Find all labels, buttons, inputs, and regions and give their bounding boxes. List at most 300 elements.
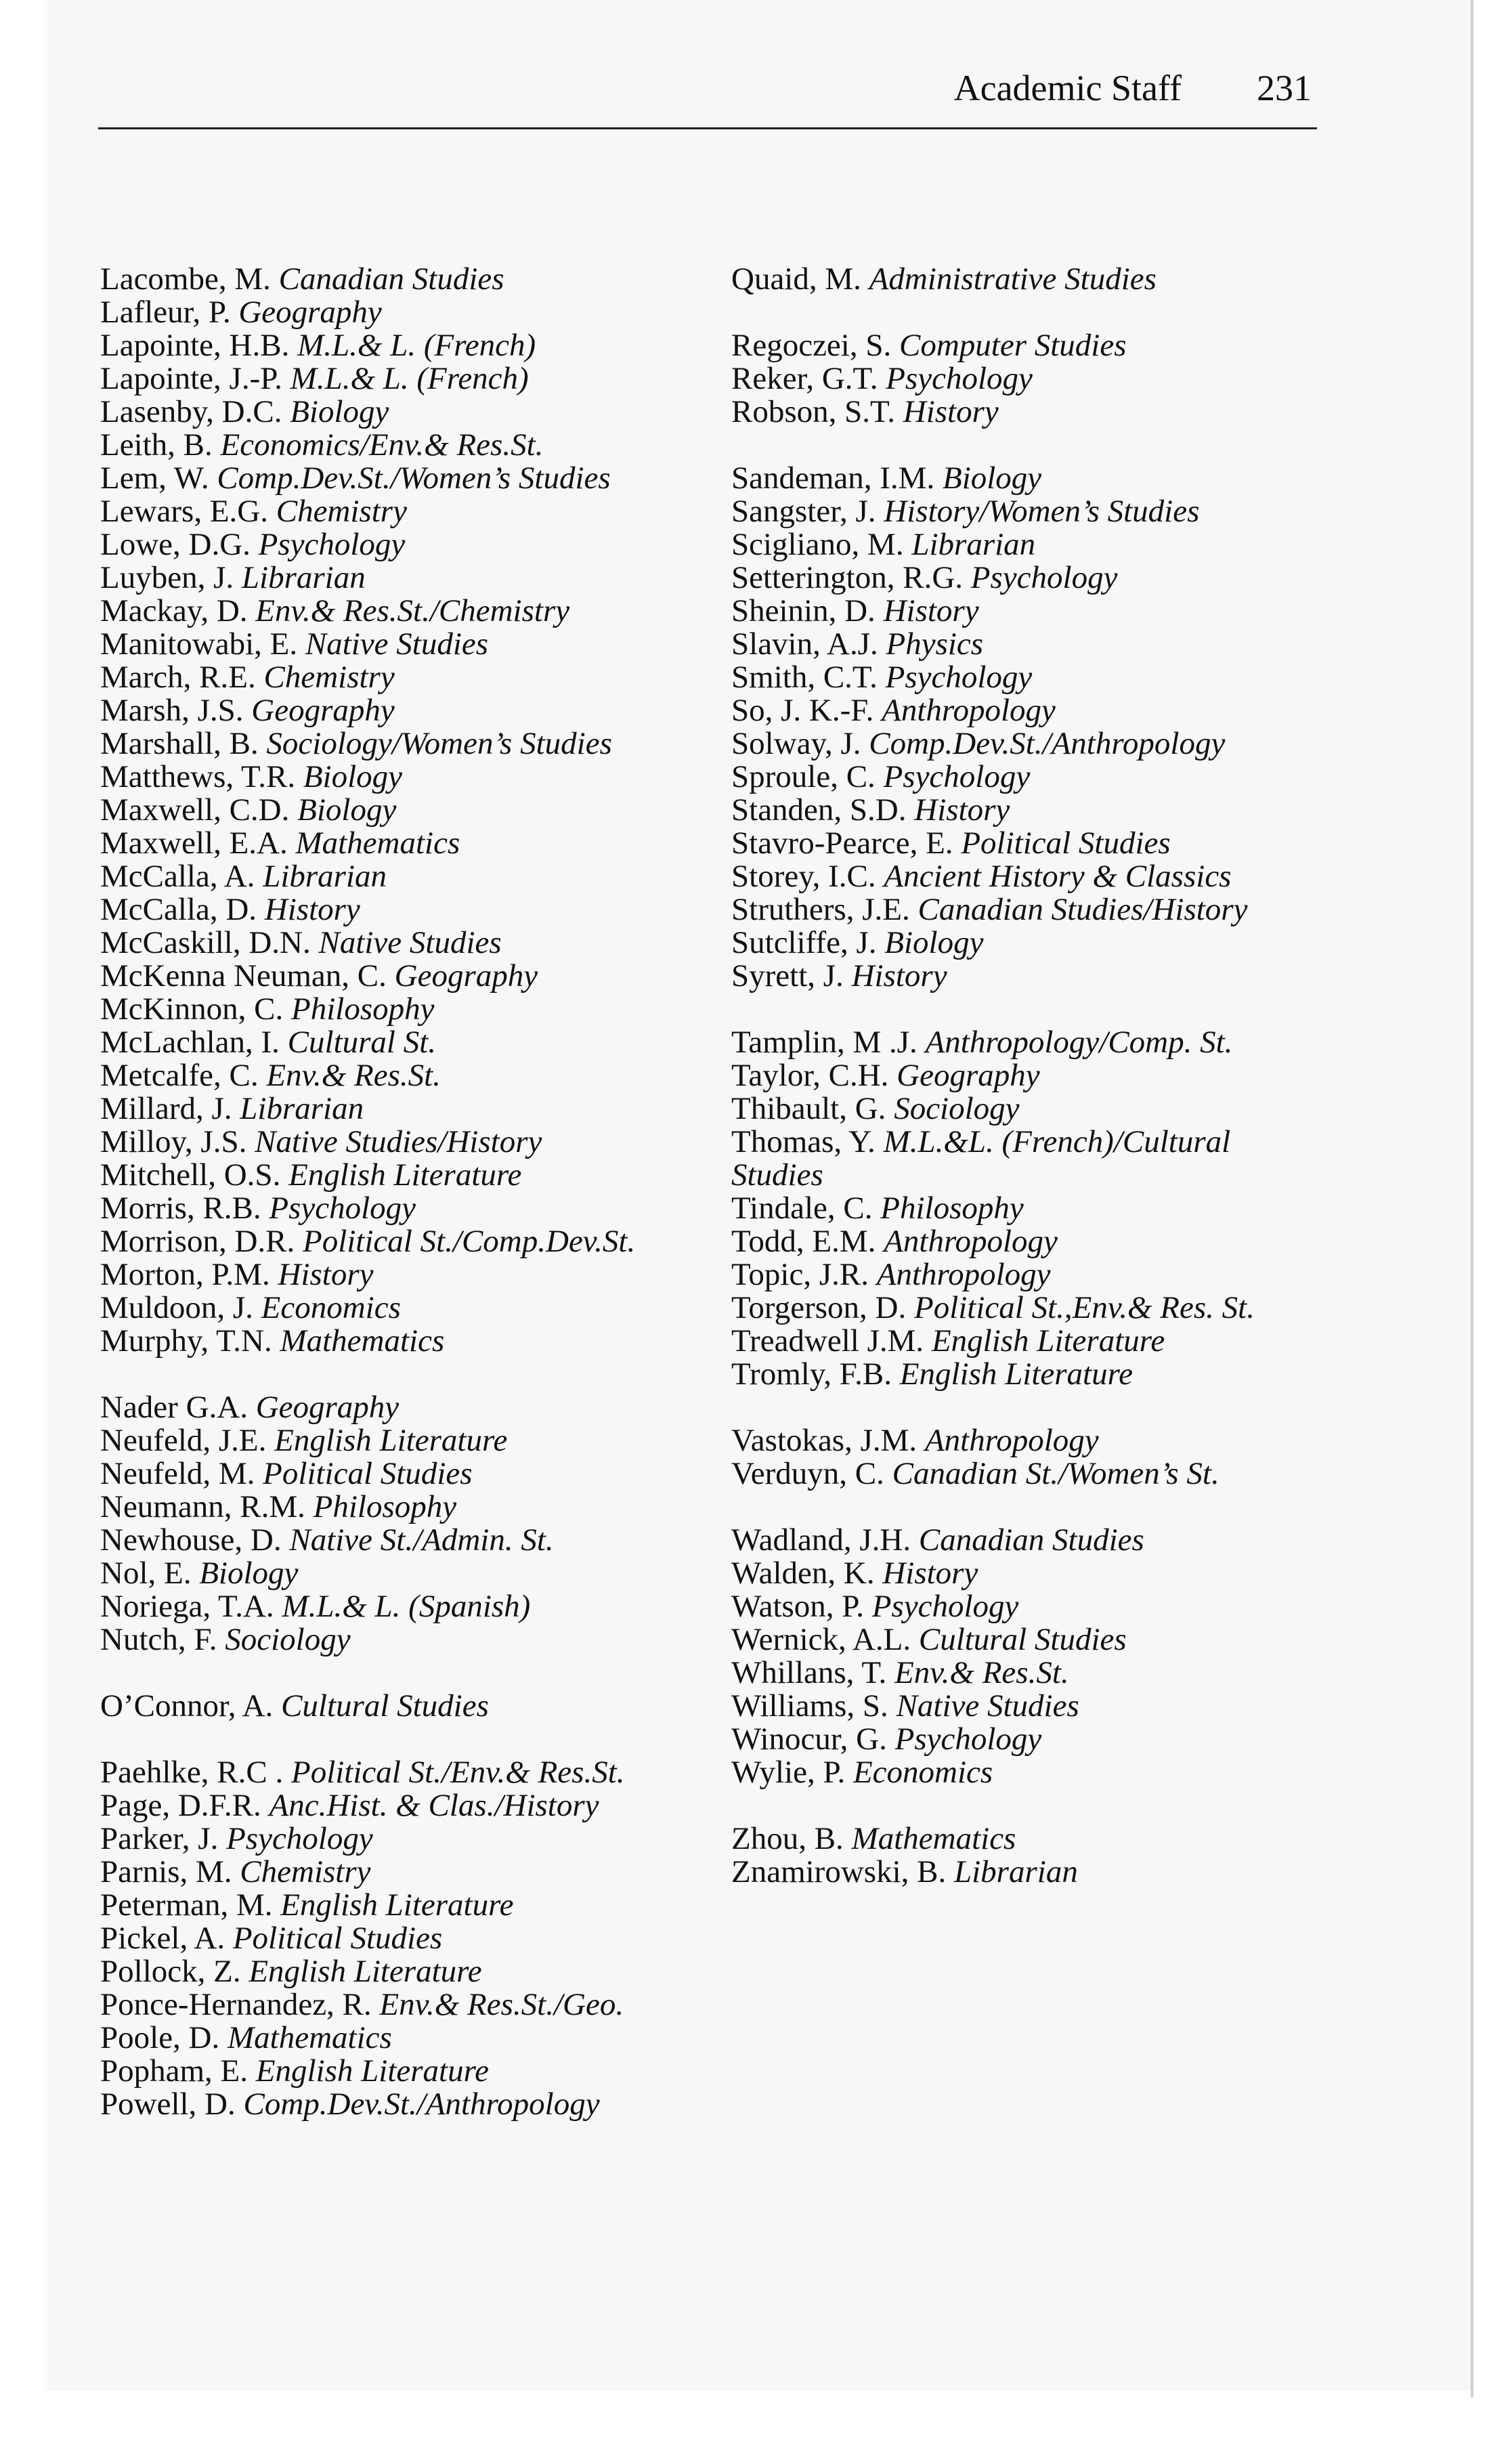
staff-entry [100,827,710,860]
staff-department: English Literature [249,1954,482,1989]
staff-name: Regoczei, S. [731,328,892,363]
staff-department: Env.& Res.St. [266,1058,441,1093]
paper-edge [1471,0,1473,2397]
staff-entry [100,1524,710,1557]
staff-name: Syrett, J. [731,958,844,993]
staff-name: Nutch, F. [100,1622,217,1657]
staff-department: Cultural Studies [918,1622,1127,1657]
staff-department: Political St./Env.& Res.St. [290,1755,625,1790]
staff-name: Quaid, M. [731,261,861,297]
staff-name: Wylie, P. [731,1755,846,1790]
staff-department: Native Studies [896,1688,1079,1724]
staff-department: Librarian [241,560,366,595]
staff-entry [731,263,1327,296]
staff-department: Env.& Res.St./Geo. [379,1987,624,2022]
staff-name: Ponce-Hernandez, R. [100,1987,372,2022]
staff-name: Robson, S.T. [731,394,895,429]
staff-entry [100,329,710,362]
staff-entry [731,1225,1327,1258]
staff-entry [100,1756,710,1789]
staff-name: McCalla, A. [100,859,255,894]
staff-entry [731,1424,1327,1457]
staff-entry [100,661,710,694]
staff-entry [731,1258,1327,1291]
staff-name: Lewars, E.G. [100,494,268,529]
staff-name: Verduyn, C. [731,1456,884,1491]
staff-department: Economics [852,1755,993,1790]
staff-entry [100,528,710,561]
staff-entry [731,893,1327,926]
staff-entry [100,1192,710,1225]
staff-name: McLachlan, I. [100,1025,280,1060]
page-number: 231 [1257,68,1312,108]
staff-name: March, R.E. [100,660,256,695]
staff-entry [731,827,1327,860]
staff-name: Struthers, J.E. [731,892,910,927]
staff-entry [100,1059,710,1092]
staff-department: Geography [897,1058,1040,1093]
right-column [731,263,1327,1889]
staff-entry [100,1623,710,1656]
staff-department: Studies [731,1157,823,1193]
staff-department: Mathematics [295,826,460,861]
staff-entry [731,528,1327,561]
staff-name: Watson, P. [731,1589,864,1624]
staff-department: Librarian [240,1091,364,1126]
staff-department: Political Studies [232,1921,443,1956]
staff-name: Murphy, T.N. [100,1323,272,1359]
staff-department: Physics [886,626,984,662]
staff-name: Morris, R.B. [100,1191,261,1226]
section-spacer [731,296,1327,329]
staff-entry [731,727,1327,761]
staff-name: Whillans, T. [731,1655,887,1690]
staff-department: Anthropology/Comp. St. [925,1025,1233,1060]
staff-name: So, J. K.-F. [731,693,874,728]
staff-department: Native Studies [305,626,489,662]
staff-name: McKinnon, C. [100,991,284,1027]
staff-department: Mathematics [228,2020,392,2055]
staff-department: Chemistry [240,1854,371,1889]
staff-name: Marshall, B. [100,726,259,761]
staff-department: Chemistry [276,494,407,529]
staff-entry [100,727,710,761]
staff-name: O’Connor, A. [100,1688,274,1724]
staff-entry [731,1059,1327,1092]
staff-name: Wadland, J.H. [731,1522,911,1558]
staff-department: Political Studies [961,826,1171,861]
staff-department: Librarian [953,1854,1078,1889]
staff-entry [100,362,710,395]
staff-name: Thibault, G. [731,1091,886,1126]
staff-name: Lowe, D.G. [100,527,251,562]
staff-name: McKenna Neuman, C. [100,958,387,993]
section-spacer [731,429,1327,462]
staff-department: Geography [394,958,538,993]
staff-entry [100,761,710,794]
staff-department: Psychology [871,1589,1019,1624]
staff-department: Psychology [886,361,1033,396]
staff-entry [731,1358,1327,1391]
staff-entry [100,395,710,429]
staff-name: Millard, J. [100,1091,232,1126]
staff-department: History [278,1257,374,1292]
staff-entry [731,1756,1327,1789]
staff-department: Native St./Admin. St. [289,1522,554,1558]
staff-entry [100,1258,710,1291]
staff-entry [731,329,1327,362]
staff-entry [731,1159,1327,1192]
staff-entry [100,628,710,661]
staff-department: Political St.,Env.& Res. St. [913,1290,1255,1325]
staff-name: Setterington, R.G. [731,560,964,595]
staff-entry [100,296,710,329]
staff-entry [100,1391,710,1424]
staff-entry [731,462,1327,495]
staff-department: Canadian St./Women’s St. [892,1456,1219,1491]
staff-entry [100,1424,710,1457]
staff-entry [100,694,710,727]
staff-name: Torgerson, D. [731,1290,907,1325]
left-column [100,263,710,2121]
staff-name: Sproule, C. [731,759,876,794]
staff-department: Psychology [885,660,1033,695]
staff-name: Nol, E. [100,1556,192,1591]
staff-department: Anthropology [876,1257,1051,1292]
staff-name: Sandeman, I.M. [731,461,935,496]
staff-entry [731,1623,1327,1656]
running-title: Academic Staff [953,68,1182,108]
staff-entry [100,1225,710,1258]
staff-name: Neufeld, J.E. [100,1423,267,1458]
staff-department: Anc.Hist. & Clas./History [269,1788,599,1823]
staff-name: Manitowabi, E. [100,626,298,662]
staff-department: Native Studies/History [255,1124,542,1159]
staff-name: Topic, J.R. [731,1257,869,1292]
staff-name: Smith, C.T. [731,660,878,695]
section-spacer [731,1491,1327,1524]
staff-department: History [914,792,1010,828]
staff-name: Lem, W. [100,461,209,496]
staff-entry [100,893,710,926]
staff-department: History [883,593,979,628]
staff-name: Zhou, B. [731,1821,844,1856]
staff-entry [731,761,1327,794]
staff-name: Solway, J. [731,726,861,761]
staff-department: Anthropology [882,693,1056,728]
staff-entry [731,926,1327,960]
staff-name: Storey, I.C. [731,859,876,894]
staff-name: Sheinin, D. [731,593,876,628]
staff-name: Lafleur, P. [100,295,231,330]
staff-entry [731,362,1327,395]
staff-entry [731,694,1327,727]
staff-department: Economics/Env.& Res.St. [220,427,544,463]
staff-name: Slavin, A.J. [731,626,878,662]
staff-name: Poole, D. [100,2020,220,2055]
staff-department: Cultural St. [287,1025,437,1060]
staff-department: Comp.Dev.St./Anthropology [869,726,1226,761]
staff-entry [100,2055,710,2088]
staff-entry [731,794,1327,827]
staff-name: Sangster, J. [731,494,876,529]
staff-entry [100,2088,710,2121]
staff-department: Administrative Studies [869,261,1157,297]
staff-entry [731,1524,1327,1557]
staff-name: Luyben, J. [100,560,234,595]
staff-entry [731,1590,1327,1623]
staff-department: Biology [199,1556,299,1591]
staff-department: History/Women’s Studies [884,494,1200,529]
staff-name: Thomas, Y. [731,1124,876,1159]
staff-department: English Literature [288,1157,522,1193]
staff-name: Pollock, Z. [100,1954,241,1989]
staff-department: Env.& Res.St./Chemistry [255,593,570,628]
staff-department: Librarian [263,859,387,894]
staff-entry [731,561,1327,595]
staff-entry [731,395,1327,429]
staff-department: Canadian Studies/History [917,892,1248,927]
staff-department: Economics [261,1290,401,1325]
staff-name: Page, D.F.R. [100,1788,261,1823]
staff-name: McCalla, D. [100,892,257,927]
section-spacer [731,993,1327,1026]
staff-department: Canadian Studies [278,261,504,297]
staff-entry [100,1789,710,1822]
staff-department: Mathematics [851,1821,1016,1856]
staff-entry [100,1092,710,1126]
staff-department: Computer Studies [899,328,1127,363]
staff-entry [100,1291,710,1325]
staff-name: Maxwell, C.D. [100,792,290,828]
staff-entry [100,1988,710,2022]
staff-department: Psychology [883,759,1031,794]
staff-name: Reker, G.T. [731,361,878,396]
staff-entry [731,1092,1327,1126]
staff-name: Lapointe, J.-P. [100,361,282,396]
staff-entry [100,1457,710,1491]
page-header [98,64,1317,132]
staff-entry [100,1325,710,1358]
staff-department: M.L.&L. (French)/Cultural [883,1124,1231,1159]
header-rule [98,127,1317,129]
staff-entry [731,628,1327,661]
staff-department: English Literature [899,1356,1133,1392]
staff-entry [100,860,710,893]
staff-entry [100,2022,710,2055]
staff-name: Newhouse, D. [100,1522,282,1558]
staff-name: Mitchell, O.S. [100,1157,281,1193]
staff-department: Mathematics [280,1323,445,1359]
staff-name: Treadwell J.M. [731,1323,924,1359]
staff-name: Neufeld, M. [100,1456,255,1491]
staff-name: Parnis, M. [100,1854,232,1889]
staff-name: Tromly, F.B. [731,1356,892,1392]
staff-department: Biology [297,792,397,828]
staff-name: Muldoon, J. [100,1290,253,1325]
staff-department: Biology [303,759,403,794]
staff-entry [100,1557,710,1590]
staff-entry [100,1491,710,1524]
staff-department: Cultural Studies [281,1688,489,1724]
staff-department: Sociology [894,1091,1020,1126]
staff-entry [100,1159,710,1192]
staff-department: Philosophy [291,991,435,1027]
staff-department: Political Studies [263,1456,473,1491]
staff-entry [731,1026,1327,1059]
staff-name: Scigliano, M. [731,527,904,562]
staff-entry [100,794,710,827]
staff-name: Mackay, D. [100,593,248,628]
staff-entry [100,429,710,462]
staff-department: Political St./Comp.Dev.St. [302,1224,636,1259]
staff-department: English Literature [280,1887,514,1923]
staff-entry [731,1291,1327,1325]
staff-name: Williams, S. [731,1688,888,1724]
staff-entry [100,1590,710,1623]
staff-entry [731,1822,1327,1856]
section-spacer [100,1358,710,1391]
staff-department: Philosophy [880,1191,1024,1226]
staff-name: Znamirowski, B. [731,1854,947,1889]
staff-entry [100,495,710,528]
staff-department: Anthropology [884,1224,1058,1259]
staff-department: M.L.& L. (Spanish) [282,1589,531,1624]
staff-entry [100,595,710,628]
staff-entry [731,595,1327,628]
staff-name: Popham, E. [100,2053,249,2089]
staff-department: Librarian [911,527,1036,562]
staff-entry [100,960,710,993]
staff-name: Morrison, D.R. [100,1224,295,1259]
staff-department: Canadian Studies [918,1522,1144,1558]
section-spacer [100,1656,710,1690]
staff-department: Chemistry [263,660,395,695]
staff-name: Neumann, R.M. [100,1489,305,1524]
staff-entry [731,1656,1327,1690]
staff-department: History [882,1556,978,1591]
staff-name: Vastokas, J.M. [731,1423,917,1458]
staff-name: Tamplin, M .J. [731,1025,917,1060]
staff-entry [100,926,710,960]
staff-department: Comp.Dev.St./Anthropology [243,2087,600,2122]
staff-name: Lacombe, M. [100,261,271,297]
staff-entry [731,860,1327,893]
section-spacer [731,1789,1327,1822]
staff-entry [100,1126,710,1159]
staff-entry [731,1457,1327,1491]
staff-department: Psychology [970,560,1118,595]
staff-department: History [903,394,999,429]
staff-name: Pickel, A. [100,1921,225,1956]
staff-department: Ancient History & Classics [884,859,1232,894]
staff-entry [100,993,710,1026]
staff-name: Maxwell, E.A. [100,826,288,861]
section-spacer [731,1391,1327,1424]
staff-entry [731,1192,1327,1225]
staff-department: Biology [290,394,389,429]
staff-department: Native Studies [318,925,502,960]
staff-entry [100,1822,710,1856]
staff-entry [731,1723,1327,1756]
staff-entry [100,1690,710,1723]
staff-department: Geography [255,1390,399,1425]
staff-department: Env.& Res.St. [894,1655,1069,1690]
staff-department: Comp.Dev.St./Women’s Studies [217,461,611,496]
staff-name: Nader G.A. [100,1390,248,1425]
staff-name: Sutcliffe, J. [731,925,877,960]
staff-department: Sociology/Women’s Studies [266,726,612,761]
staff-name: Milloy, J.S. [100,1124,247,1159]
staff-department: Psychology [894,1721,1042,1757]
staff-department: Philosophy [313,1489,457,1524]
staff-name: Matthews, T.R. [100,759,296,794]
staff-department: Biology [884,925,984,960]
staff-entry [100,1856,710,1889]
staff-name: Lasenby, D.C. [100,394,282,429]
staff-entry [100,263,710,296]
staff-name: Parker, J. [100,1821,219,1856]
staff-department: History [264,892,360,927]
staff-name: Morton, P.M. [100,1257,270,1292]
staff-name: Leith, B. [100,427,213,463]
staff-entry [100,1889,710,1922]
staff-name: Lapointe, H.B. [100,328,290,363]
staff-department: Anthropology [924,1423,1099,1458]
staff-name: Peterman, M. [100,1887,273,1923]
staff-entry [100,462,710,495]
staff-department: M.L.& L. (French) [290,361,529,396]
staff-name: Marsh, J.S. [100,693,244,728]
staff-entry [731,1557,1327,1590]
staff-entry [100,1922,710,1955]
staff-name: Tindale, C. [731,1191,873,1226]
staff-name: Metcalfe, C. [100,1058,259,1093]
staff-entry [100,1026,710,1059]
staff-name: Powell, D. [100,2087,236,2122]
staff-name: Taylor, C.H. [731,1058,889,1093]
staff-department: English Literature [274,1423,508,1458]
staff-entry [731,1856,1327,1889]
staff-department: Psychology [226,1821,373,1856]
staff-department: Geography [238,295,382,330]
staff-department: Biology [942,461,1042,496]
staff-name: Wernick, A.L. [731,1622,911,1657]
staff-entry [100,561,710,595]
staff-name: Winocur, G. [731,1721,887,1757]
staff-department: Geography [251,693,395,728]
staff-department: Psychology [258,527,406,562]
staff-name: Walden, K. [731,1556,875,1591]
staff-entry [731,1690,1327,1723]
staff-department: English Literature [931,1323,1165,1359]
staff-department: Sociology [225,1622,351,1657]
section-spacer [100,1723,710,1756]
staff-department: English Literature [255,2053,490,2089]
staff-department: M.L.& L. (French) [297,328,536,363]
staff-department: History [851,958,947,993]
staff-name: Standen, S.D. [731,792,907,828]
staff-entry [100,1955,710,1988]
staff-entry [731,1126,1327,1159]
staff-name: Noriega, T.A. [100,1589,274,1624]
staff-department: Psychology [269,1191,416,1226]
staff-name: McCaskill, D.N. [100,925,311,960]
staff-name: Todd, E.M. [731,1224,876,1259]
staff-entry [731,661,1327,694]
staff-name: Paehlke, R.C . [100,1755,284,1790]
staff-name: Stavro-Pearce, E. [731,826,953,861]
